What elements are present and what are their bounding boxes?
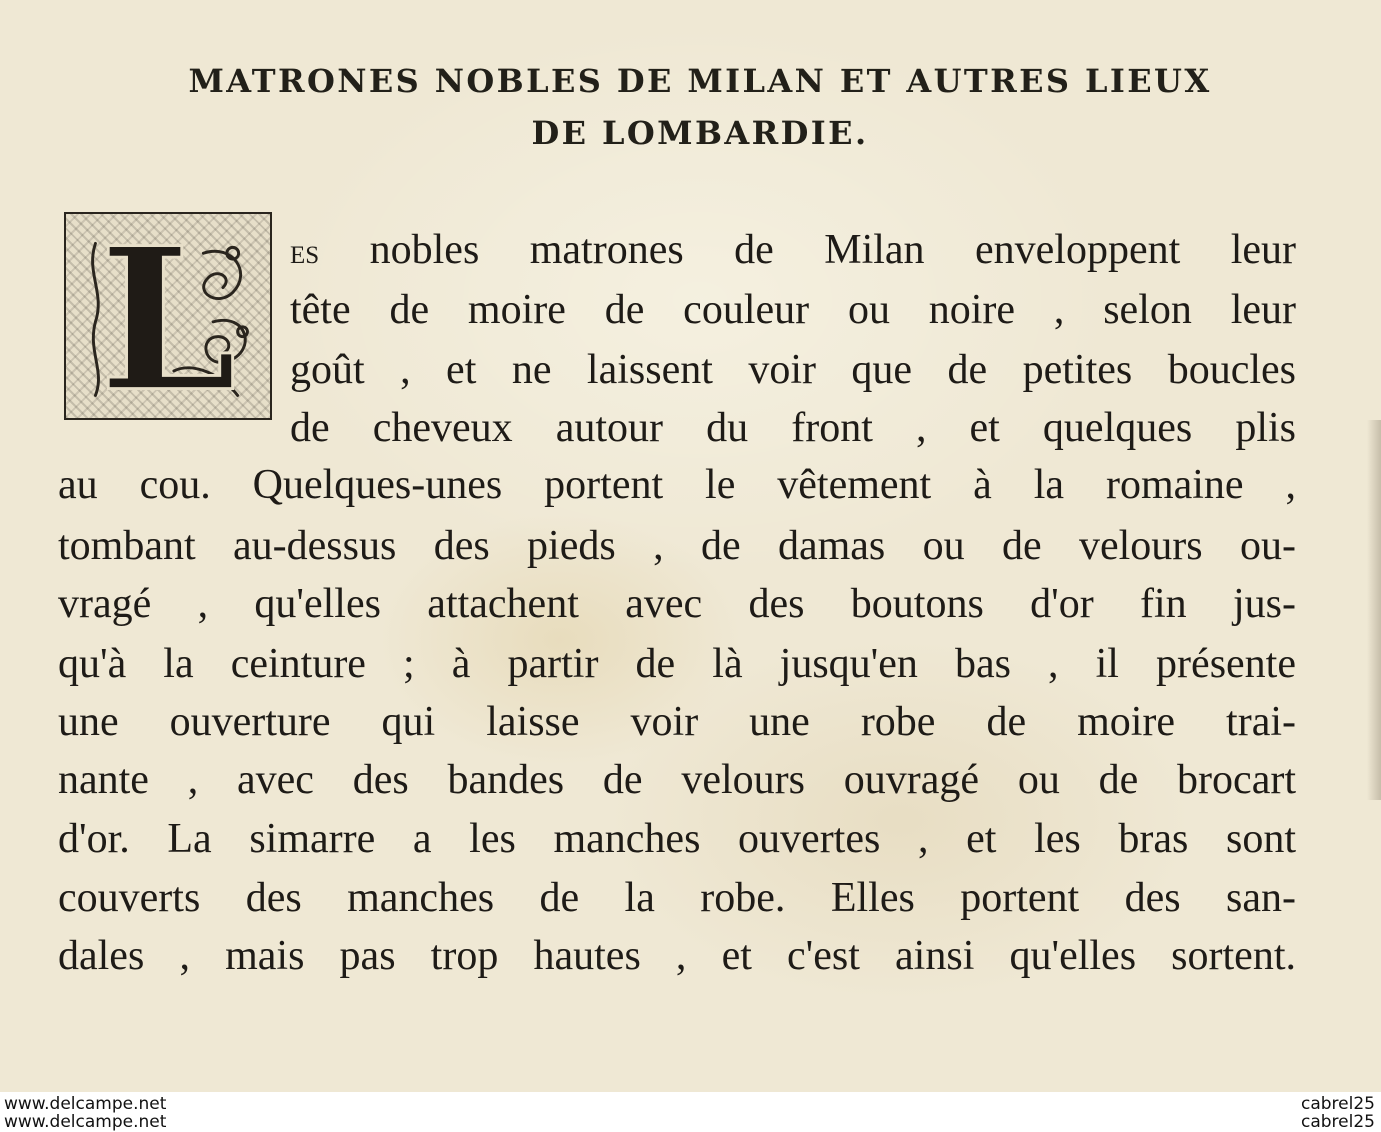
text-line-10: nante , avec des bandes de velours ouvragé ou de brocart xyxy=(58,757,1296,803)
text-line-6: tombant au-dessus des pieds , de damas ou de velours ou- xyxy=(58,523,1296,569)
text-line-5: au cou. Quelques-unes portent le vêtement à la romaine , xyxy=(58,462,1296,508)
watermark-site-top: www.delcampe.net xyxy=(4,1094,167,1114)
page-title-line-1: MATRONES NOBLES DE MILAN ET AUTRES LIEUX xyxy=(188,62,1212,100)
text-line-7: vragé , qu'elles attachent avec des boutons d'or fin jus- xyxy=(58,581,1296,627)
text-line-11: d'or. La simarre a les manches ouvertes , et les bras sont xyxy=(58,816,1296,862)
watermark-user-top: cabrel25 xyxy=(1301,1094,1375,1114)
page-title-line-2: DE LOMBARDIE. xyxy=(531,114,869,152)
text-line-4: de cheveux autour du front , et quelques plis xyxy=(290,405,1296,451)
lead-word: es xyxy=(290,231,320,271)
watermark-site-bottom: www.delcampe.net xyxy=(4,1112,167,1132)
watermark-strip xyxy=(0,1092,1381,1132)
text-line-13: dales , mais pas trop hautes , et c'est ainsi qu'elles sortent. xyxy=(58,933,1296,979)
text-line-1-rest: nobles matrones de Milan enveloppent leur xyxy=(319,227,1296,273)
drop-cap-letter: L xyxy=(99,214,237,418)
text-line-12: couverts des manches de la robe. Elles portent des san- xyxy=(58,875,1296,921)
ornate-initial-icon xyxy=(64,212,272,420)
text-line-3: goût , et ne laissent voir que de petites boucles xyxy=(290,347,1296,393)
text-line-1 xyxy=(290,226,1296,275)
watermark-user-bottom: cabrel25 xyxy=(1301,1112,1375,1132)
text-line-2: tête de moire de couleur ou noire , selon leur xyxy=(290,287,1296,333)
text-line-8: qu'à la ceinture ; à partir de là jusqu'en bas , il présente xyxy=(58,641,1296,687)
text-line-9: une ouverture qui laisse voir une robe de moire trai- xyxy=(58,699,1296,745)
page-edge-shadow xyxy=(1367,420,1381,800)
